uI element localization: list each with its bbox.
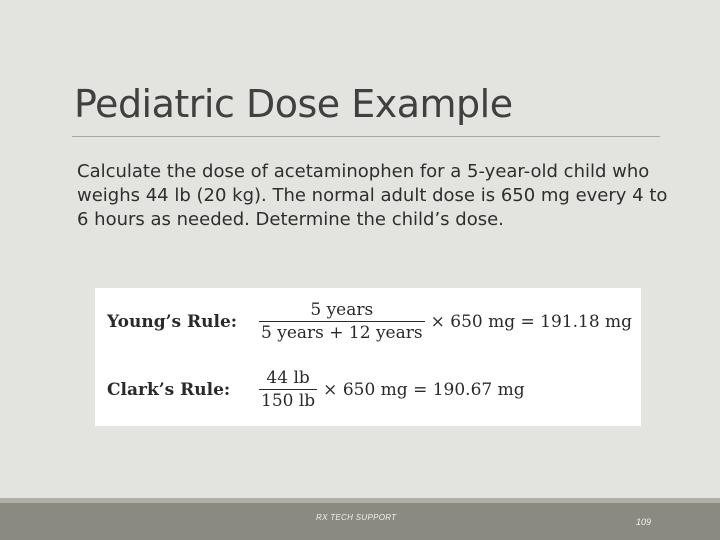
clark-rule-result: × 650 mg = 190.67 mg: [323, 379, 525, 400]
young-rule-denominator: 5 years + 12 years: [261, 323, 423, 343]
clark-rule-row: [107, 368, 525, 411]
clark-rule-denominator: 150 lb: [261, 391, 316, 411]
young-rule-fraction: [259, 300, 425, 343]
footer-label: RX TECH SUPPORT: [316, 513, 397, 522]
formula-image: [95, 288, 641, 426]
young-rule-row: [107, 300, 632, 343]
title-divider: [72, 136, 660, 137]
clark-rule-fraction: [259, 368, 317, 411]
young-rule-label: Young’s Rule:: [107, 311, 238, 332]
slide-title: Pediatric Dose Example: [74, 82, 513, 126]
problem-text: Calculate the dose of acetaminophen for a 5-year-old child who weighs 44 lb (20 kg). The normal adult dose is 650 mg every 4 to 6 hours as needed. Determine the child’s dose.: [77, 161, 668, 230]
young-rule-result: × 650 mg = 191.18 mg: [430, 311, 633, 332]
page-number: 109: [636, 517, 652, 527]
clark-rule-label: Clark’s Rule:: [107, 379, 231, 400]
young-rule-numerator: 5 years: [310, 300, 374, 320]
clark-rule-numerator: 44 lb: [266, 368, 310, 388]
